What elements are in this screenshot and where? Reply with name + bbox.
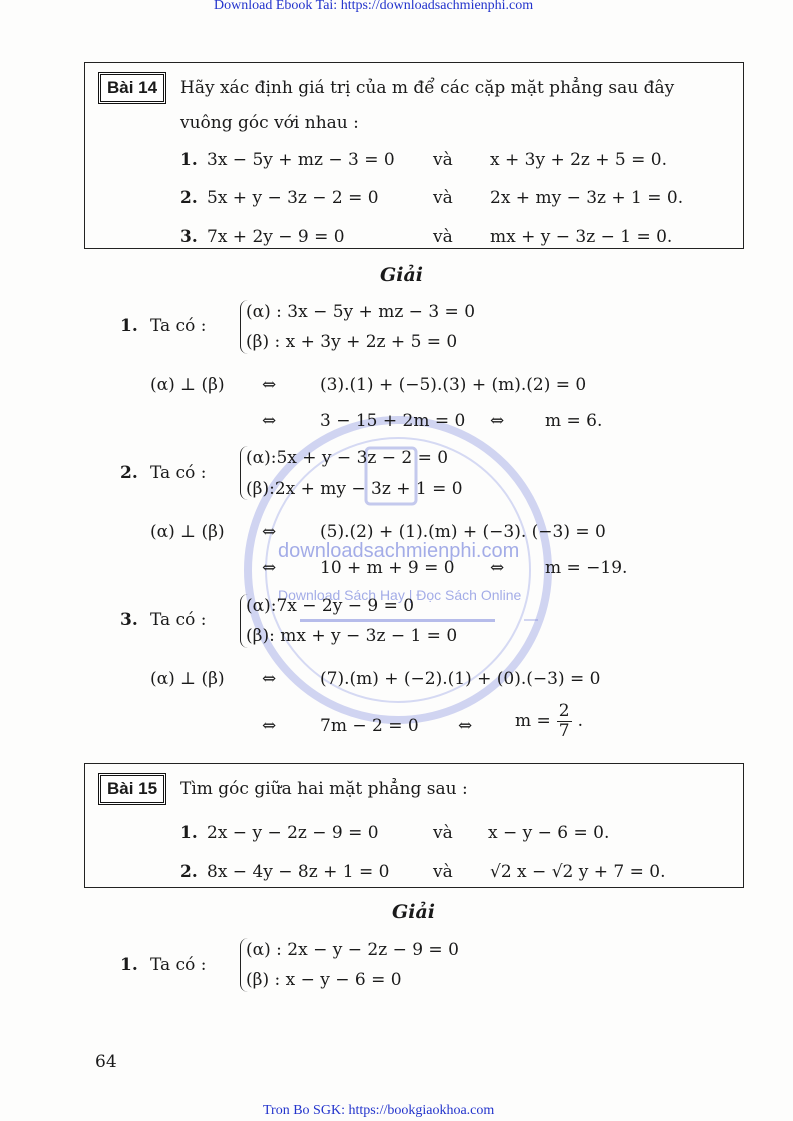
iff-icon: ⇔ — [458, 716, 473, 736]
iff-icon: ⇔ — [262, 522, 277, 542]
plane-left: 3x − 5y + mz − 3 = 0 — [207, 150, 395, 170]
solution-1-eq1: (3).(1) + (−5).(3) + (m).(2) = 0 — [320, 375, 587, 395]
conjunction: và — [433, 188, 453, 208]
item-number: 3. — [180, 227, 198, 247]
fraction-numerator: 2 — [558, 701, 570, 721]
conjunction: và — [433, 227, 453, 247]
item-number: 2. — [180, 188, 198, 208]
solution-3-intro: Ta có : — [150, 610, 207, 630]
solution-15-1-intro: Ta có : — [150, 955, 207, 975]
solution-2-alpha: (α):5x + y − 3z − 2 = 0 — [246, 448, 449, 468]
conjunction: và — [433, 150, 453, 170]
solution-2-perp: (α) ⊥ (β) — [150, 522, 225, 542]
solution-2-number: 2. — [120, 463, 138, 483]
item-number: 1. — [180, 150, 198, 170]
giai14-heading: Giải — [380, 264, 423, 286]
solution-1-result: m = 6. — [545, 411, 603, 431]
result-fraction — [557, 702, 572, 740]
bai14-tag: Bài 14 — [98, 72, 166, 104]
solution-3-number: 3. — [120, 610, 138, 630]
solution-15-1-alpha: (α) : 2x − y − 2z − 9 = 0 — [246, 940, 459, 960]
plane-right: 2x + my − 3z + 1 = 0. — [490, 188, 684, 208]
header-link[interactable]: Download Ebook Tai: https://downloadsachmienphi.com — [214, 0, 534, 13]
solution-1-eq2: 3 − 15 + 2m = 0 — [320, 411, 466, 431]
bai14-prompt-line2: vuông góc với nhau : — [180, 113, 359, 133]
solution-1-number: 1. — [120, 316, 138, 336]
solution-3-eq2: 7m − 2 = 0 — [320, 716, 419, 736]
watermark-site: downloadsachmienphi.com — [278, 540, 520, 562]
solution-2-beta: (β):2x + my − 3z + 1 = 0 — [246, 479, 463, 499]
plane-left: 5x + y − 3z − 2 = 0 — [207, 188, 379, 208]
watermark-rule — [300, 619, 495, 622]
watermark-tagline: Download Sách Hay | Đọc Sách Online — [278, 587, 522, 603]
solution-3-alpha: (α):7x − 2y − 9 = 0 — [246, 596, 415, 616]
plane-right: x − y − 6 = 0. — [488, 823, 610, 843]
plane-right: √2 x − √2 y + 7 = 0. — [490, 862, 666, 882]
solution-2-result: m = −19. — [545, 558, 628, 578]
solution-15-1-beta: (β) : x − y − 6 = 0 — [246, 970, 402, 990]
bai15-tag: Bài 15 — [98, 773, 166, 805]
plane-left: 2x − y − 2z − 9 = 0 — [207, 823, 379, 843]
item-number: 1. — [180, 823, 198, 843]
solution-1-intro: Ta có : — [150, 316, 207, 336]
result-suffix: . — [577, 711, 584, 732]
solution-15-1-number: 1. — [120, 955, 138, 975]
conjunction: và — [433, 862, 453, 882]
giai15-heading: Giải — [392, 901, 435, 923]
solution-3-perp: (α) ⊥ (β) — [150, 669, 225, 689]
iff-icon: ⇔ — [262, 716, 277, 736]
page-number: 64 — [95, 1052, 117, 1072]
bai14-prompt-line1: Hãy xác định giá trị của m để các cặp mặt phẳng sau đây — [180, 78, 675, 98]
solution-3-result — [515, 702, 583, 740]
result-prefix: m = — [515, 711, 551, 732]
iff-icon: ⇔ — [262, 669, 277, 689]
solution-2-intro: Ta có : — [150, 463, 207, 483]
plane-right: mx + y − 3z − 1 = 0. — [490, 227, 673, 247]
footer-link[interactable]: Tron Bo SGK: https://bookgiaokhoa.com — [263, 1103, 495, 1118]
solution-2-eq1: (5).(2) + (1).(m) + (−3). (−3) = 0 — [320, 522, 606, 542]
solution-1-alpha: (α) : 3x − 5y + mz − 3 = 0 — [246, 302, 476, 322]
bai15-prompt: Tìm góc giữa hai mặt phẳng sau : — [180, 779, 468, 799]
plane-right: x + 3y + 2z + 5 = 0. — [490, 150, 668, 170]
fraction-denominator: 7 — [558, 720, 570, 741]
conjunction: và — [433, 823, 453, 843]
iff-icon: ⇔ — [262, 411, 277, 431]
solution-3-beta: (β): mx + y − 3z − 1 = 0 — [246, 626, 458, 646]
solution-1-perp: (α) ⊥ (β) — [150, 375, 225, 395]
iff-icon: ⇔ — [262, 558, 277, 578]
solution-3-eq1: (7).(m) + (−2).(1) + (0).(−3) = 0 — [320, 669, 601, 689]
iff-icon: ⇔ — [490, 411, 505, 431]
solution-2-eq2: 10 + m + 9 = 0 — [320, 558, 455, 578]
plane-left: 7x + 2y − 9 = 0 — [207, 227, 345, 247]
iff-icon: ⇔ — [490, 558, 505, 578]
solution-1-beta: (β) : x + 3y + 2z + 5 = 0 — [246, 332, 458, 352]
item-number: 2. — [180, 862, 198, 882]
iff-icon: ⇔ — [262, 375, 277, 395]
plane-left: 8x − 4y − 8z + 1 = 0 — [207, 862, 390, 882]
